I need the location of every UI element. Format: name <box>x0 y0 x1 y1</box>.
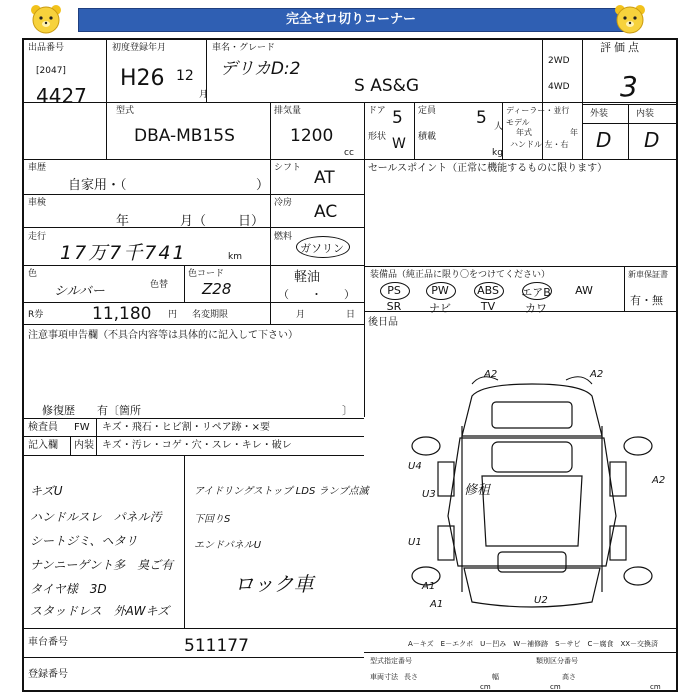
inspector-interior: 内装 <box>74 440 94 451</box>
equipment-item: カワ <box>525 302 547 315</box>
equipment-item: SR <box>386 300 402 313</box>
header-banner <box>0 0 700 38</box>
load-unit: kg <box>492 148 503 158</box>
repair-close: 〕 <box>342 404 353 417</box>
aircon-value: AC <box>314 202 338 222</box>
dimensions-label: 車両寸法 <box>370 673 398 681</box>
followup-label: 後日品 <box>368 317 398 328</box>
remark-line: タイヤ様 3D <box>30 582 107 596</box>
inspection-label: 車検 <box>28 198 47 208</box>
dim-length: 長さ <box>404 673 418 681</box>
handle-label: ハンドル 左・右 <box>510 140 569 149</box>
interior-grade: D <box>644 128 660 152</box>
mark-u2: U2 <box>534 595 548 606</box>
sales-point-label: セールスポイント（正常に機能するものに限ります） <box>368 163 608 174</box>
interior-label: 内装 <box>636 109 655 119</box>
remark-line: スタッドレス 外AWキズ <box>30 604 170 618</box>
equipment-item: ナビ <box>429 302 451 315</box>
color-label: 色 <box>28 269 38 279</box>
displacement-value: 1200 <box>290 126 334 146</box>
capacity-value: 5 <box>476 108 487 128</box>
mascot-bear-icon <box>612 2 648 36</box>
dim-width: 幅 <box>492 673 499 681</box>
equipment-item: AW <box>575 284 593 297</box>
inspector-row1-items: キズ・飛石・ヒビ割・リペア跡・×要 <box>102 422 270 433</box>
mascot-bear-icon <box>28 2 64 36</box>
capacity-unit: 人 <box>494 122 504 132</box>
mark-a1-left: A1 <box>422 581 436 592</box>
mark-a2-right: A2 <box>590 369 604 380</box>
equipment-item: ABS <box>477 284 499 297</box>
body-shape-value: W <box>392 136 406 152</box>
name-change-day: 日 <box>346 310 356 320</box>
lot-sub: [2047] <box>36 66 66 76</box>
exterior-grade: D <box>596 128 612 152</box>
lot-label: 出品番号 <box>28 43 65 53</box>
inspector-fw: FW <box>74 422 90 433</box>
score-value: 3 <box>620 70 638 103</box>
new-warranty-label: 新車保証書 <box>628 270 668 279</box>
mileage-value: 17万7千741 <box>60 242 187 264</box>
month-unit: 月 <box>199 90 209 100</box>
inspection-month: 月（ <box>180 214 207 229</box>
year-label: 年式 <box>516 128 532 137</box>
first-reg-label: 初度登録年月 <box>112 43 167 53</box>
first-reg-year: H26 <box>120 66 165 91</box>
mark-a1-bottom: A1 <box>430 599 444 610</box>
drive-2wd: 2WD <box>548 56 570 66</box>
remark-line: キズU <box>30 484 63 498</box>
model-label: 型式 <box>116 106 135 116</box>
mark-u4: U4 <box>408 461 422 472</box>
mark-a2-left: A2 <box>484 369 498 380</box>
car-name-label: 車名・グレード <box>212 43 276 53</box>
doors-label: ドア <box>368 106 386 116</box>
recycle-unit: 円 <box>168 310 178 320</box>
equipment-item: TV <box>480 300 496 313</box>
color-value: シルバー <box>54 284 105 299</box>
car-name: デリカD:2 <box>220 59 301 79</box>
dim-cm-2: cm <box>550 683 561 691</box>
history-value: 自家用・（ <box>68 178 127 193</box>
dim-height: 高さ <box>562 673 576 681</box>
body-shape-label: 形状 <box>368 132 387 142</box>
inspector-row2-items: キズ・汚レ・コゲ・穴・スレ・キレ・破レ <box>102 440 292 451</box>
class-no-label: 類別区分番号 <box>536 657 578 665</box>
capacity-label: 定員 <box>418 106 437 116</box>
inspector-row1-label: 検査員 <box>28 422 58 433</box>
history-close: ） <box>256 178 270 193</box>
damage-legend: A－キズ E－エクボ U－凹み W－補修跡 S－サビ C－腐食 XX－交換済 <box>408 640 659 648</box>
load-label: 積載 <box>418 132 437 142</box>
chassis-label: 車台番号 <box>28 637 68 648</box>
equipment-item: エアB <box>521 286 551 299</box>
recycle-label: R券 <box>28 310 44 320</box>
fuel-gas: ガソリン <box>300 242 344 255</box>
page-title: 完全ゼロ切りコーナー <box>78 8 624 32</box>
mark-a2-side: A2 <box>652 475 666 486</box>
inspection-day: 日） <box>238 214 265 229</box>
mileage-unit: km <box>228 252 242 262</box>
remark-right-line: 下回りS <box>194 514 231 525</box>
shift-value: AT <box>314 168 335 188</box>
doors-value: 5 <box>392 108 403 128</box>
equipment-label: 装備品（純正品に限り〇をつけてください） <box>370 270 551 280</box>
remark-right-line: アイドリングストップ LDS ランプ点滅 <box>194 486 369 497</box>
fuel-paren: （ ・ ） <box>278 288 355 301</box>
history-label: 車歴 <box>28 163 47 173</box>
color-code: Z28 <box>202 280 232 298</box>
car-diagram <box>402 366 672 620</box>
dim-cm-1: cm <box>480 683 491 691</box>
mark-u3: U3 <box>422 489 436 500</box>
chassis-number: 511177 <box>184 636 249 656</box>
repair-history: 修復歴 有〔箇所 <box>42 404 141 417</box>
dealer-label: ディーラー・並行 <box>506 106 570 115</box>
equipment-item: PW <box>431 284 449 297</box>
new-warranty-value: 有・無 <box>630 294 663 307</box>
equipment-selected-circle <box>426 282 456 300</box>
name-change-month: 月 <box>296 310 306 320</box>
equipment-item: PS <box>387 284 401 297</box>
fuel-label: 燃料 <box>274 232 293 242</box>
color-code-label: 色コード <box>188 269 225 279</box>
dim-cm-3: cm <box>650 683 661 691</box>
fuel-diesel: 軽油 <box>294 270 321 285</box>
lock-note: ロック車 <box>234 572 314 596</box>
type-no-label: 型式指定番号 <box>370 657 412 665</box>
mark-u1: U1 <box>408 537 422 548</box>
fuel-selected-circle <box>296 236 350 258</box>
aircon-label: 冷房 <box>274 198 293 208</box>
inspector-row2-label: 記入欄 <box>28 440 58 451</box>
car-grade: S AS&G <box>354 76 420 96</box>
exterior-label: 外装 <box>590 109 609 119</box>
remark-line: ハンドルスレ パネル汚 <box>30 510 162 524</box>
name-change-label: 名変期限 <box>192 310 229 320</box>
model-code: DBA-MB15S <box>134 126 235 146</box>
mark-center: 修租 <box>464 483 491 498</box>
remark-line: シートジミ、ヘタリ <box>30 534 138 548</box>
remark-line: ナンニーゲント多 臭ご有 <box>30 558 174 572</box>
displacement-unit: cc <box>344 148 354 158</box>
score-label: 評価点 <box>600 41 642 54</box>
drive-4wd: 4WD <box>548 82 570 92</box>
auction-sheet <box>22 38 678 692</box>
equipment-selected-circle <box>474 282 504 300</box>
recycle-value: 11,180 <box>92 304 152 324</box>
first-reg-month: 12 <box>176 68 194 84</box>
year-unit: 年 <box>570 128 578 137</box>
mileage-label: 走行 <box>28 232 47 242</box>
equipment-selected-circle <box>522 282 552 300</box>
displacement-label: 排気量 <box>274 106 302 116</box>
remark-right-line: エンドパネルU <box>194 540 262 551</box>
notes-label: 注意事項申告欄（不具合内容等は具体的に記入して下さい） <box>28 330 298 341</box>
color-change-label: 色替 <box>150 280 169 290</box>
inspection-year: 年 <box>116 214 130 229</box>
equipment-selected-circle <box>380 282 410 300</box>
shift-label: シフト <box>274 163 302 173</box>
lot-number: 4427 <box>36 84 87 108</box>
registration-label: 登録番号 <box>28 669 68 680</box>
model-year-label: モデル <box>506 118 530 127</box>
